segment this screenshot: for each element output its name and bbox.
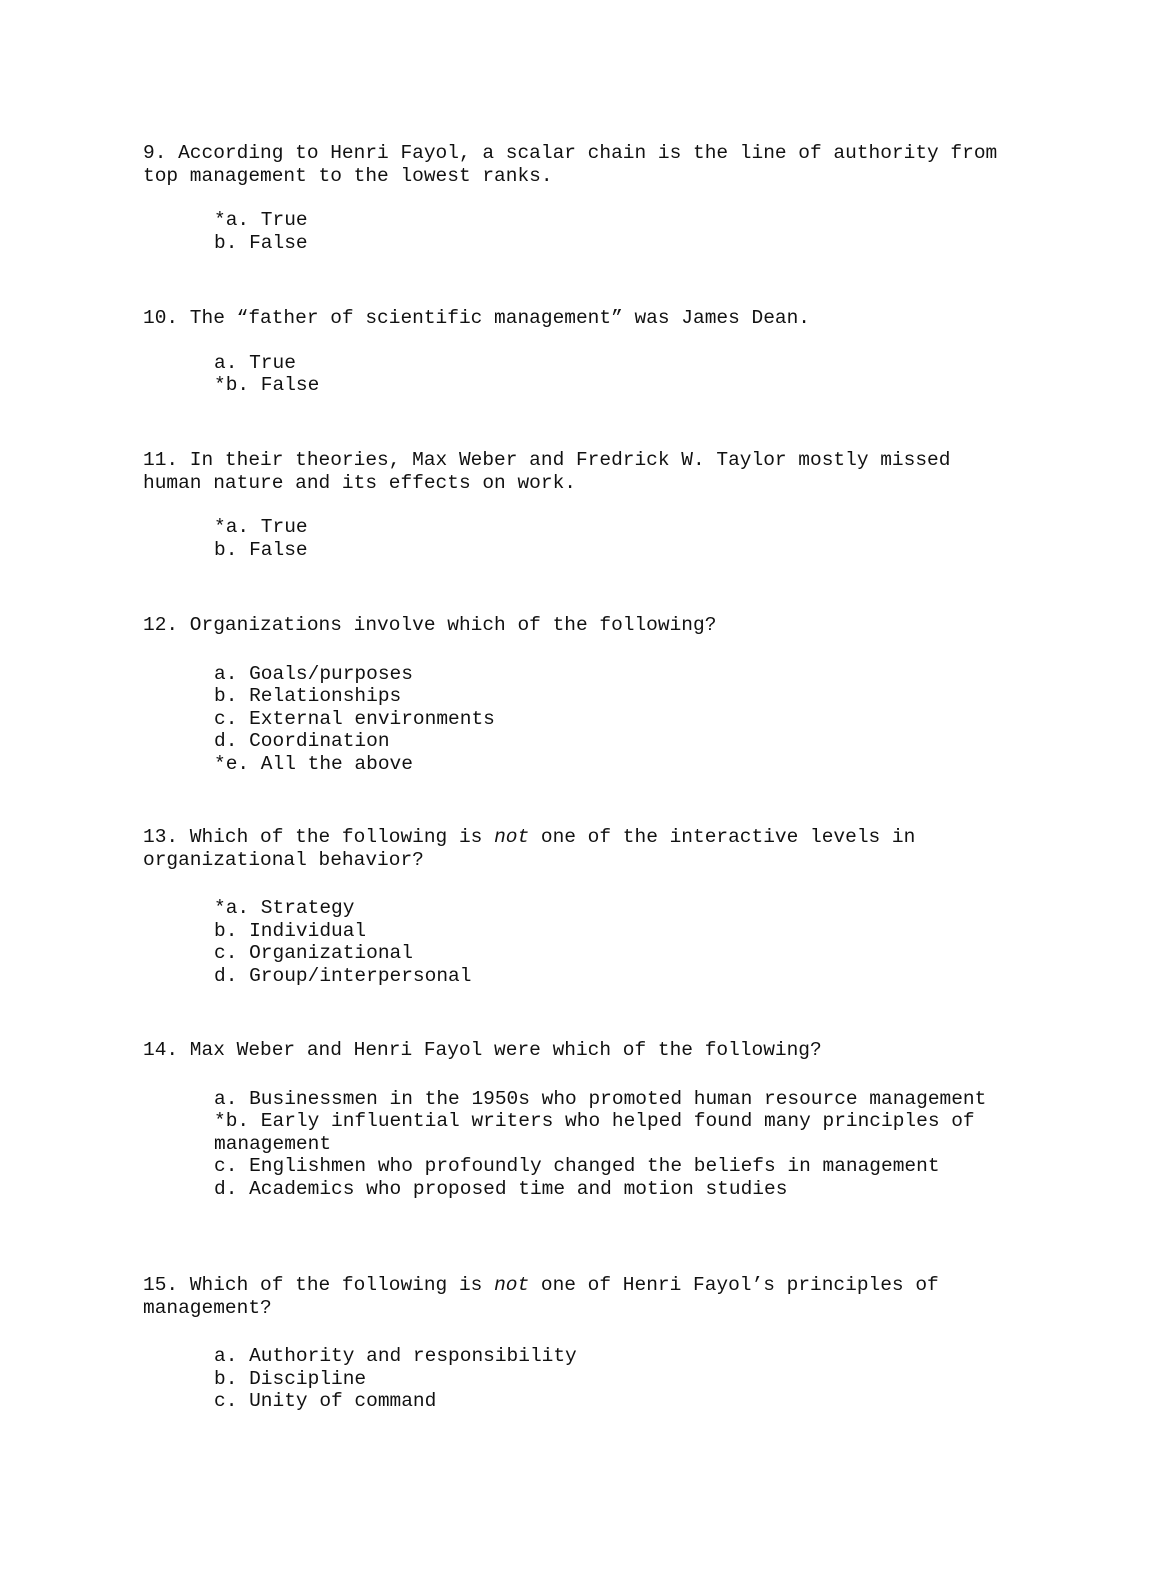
answer-option: *b. Early influential writers who helped found many principles of management [214, 1110, 975, 1155]
question-text: 9. According to Henri Fayol, a scalar chain is the line of authority from top management to the lowest ranks. [143, 142, 998, 187]
answer-option: d. Academics who proposed time and motion studies [214, 1177, 788, 1200]
question-13 [143, 826, 1013, 987]
answer-option: b. False [214, 538, 308, 561]
question-text: 13. Which of the following is not one of the interactive levels in organizational behavior? [143, 826, 916, 871]
answer-option: *a. True [214, 516, 308, 538]
answer-option: a. Authority and responsibility [214, 1345, 577, 1367]
answer-option: *b. False [214, 374, 320, 396]
answer-options [214, 352, 1014, 397]
answer-option: b. False [214, 231, 308, 254]
answer-option: c. Organizational [214, 942, 413, 964]
question-9 [143, 142, 1013, 254]
answer-option: c. Englishmen who profoundly changed the beliefs in management [214, 1155, 940, 1177]
answer-options [214, 1088, 1014, 1201]
answer-option: a. True [214, 351, 296, 374]
question-10 [143, 307, 1013, 397]
answer-option: b. Discipline [214, 1367, 367, 1390]
answer-option: c. External environments [214, 707, 495, 730]
answer-option: b. Relationships [214, 685, 402, 707]
answer-option: b. Individual [214, 919, 367, 942]
answer-option: *a. True [214, 209, 308, 231]
answer-options [214, 209, 1014, 254]
answer-options [214, 1345, 1014, 1413]
question-text: 14. Max Weber and Henri Fayol were which of the following? [143, 1039, 822, 1061]
question-text: 11. In their theories, Max Weber and Fredrick W. Taylor mostly missed human nature and its effects on work. [143, 449, 951, 494]
question-12 [143, 614, 1013, 775]
answer-option: a. Businessmen in the 1950s who promoted human resource management [214, 1087, 987, 1110]
question-text: 10. The “father of scientific management” was James Dean. [143, 307, 811, 329]
question-15 [143, 1274, 1013, 1413]
answer-options [214, 897, 1014, 987]
question-text: 15. Which of the following is not one of Henri Fayol’s principles of management? [143, 1274, 939, 1319]
question-text: 12. Organizations involve which of the following? [143, 614, 717, 636]
answer-option: *e. All the above [214, 752, 413, 775]
question-11 [143, 449, 1013, 561]
answer-option: d. Group/interpersonal [214, 964, 472, 987]
answer-option: a. Goals/purposes [214, 662, 413, 685]
answer-option: c. Unity of command [214, 1390, 437, 1412]
answer-options [214, 663, 1014, 776]
answer-option: d. Coordination [214, 730, 390, 752]
answer-options [214, 516, 1014, 561]
answer-option: *a. Strategy [214, 897, 355, 919]
question-14 [143, 1039, 1013, 1200]
